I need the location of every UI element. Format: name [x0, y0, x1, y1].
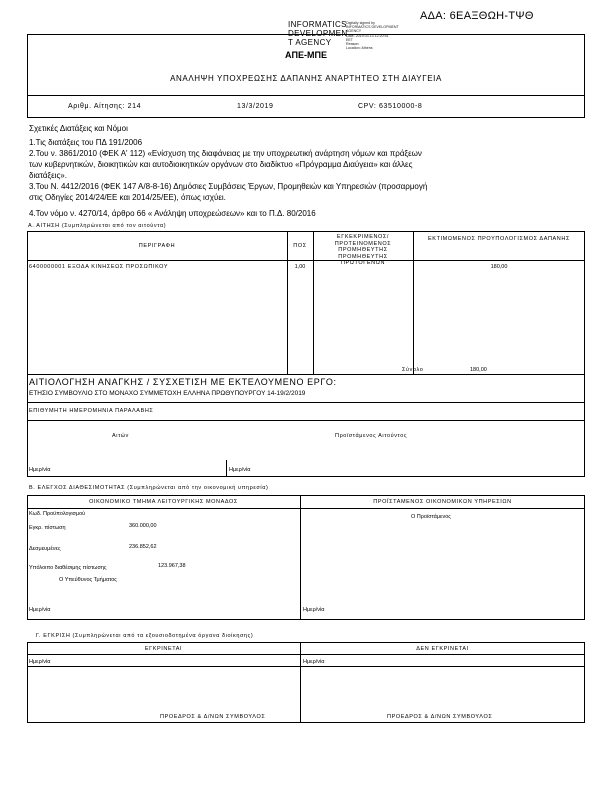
applicant-label: Αιτών: [112, 433, 130, 439]
logo-line: T AGENCY: [288, 38, 332, 47]
justification-text: ΕΤΗΣΙΟ ΣΥΜΒΟΥΛΙΟ ΣΤΟ ΜΟΝΑΧΟ ΣΥΜΜΕΤΟΧΗ ΕΛΛΗΝΑ ΠΡΩΘΥΠΟΥΡΓΟΥ 14-19/2/2019: [29, 390, 306, 397]
col-divider: [300, 495, 301, 620]
justification-title: ΑΙΤΙΟΛΟΓΗΣΗ ΑΝΑΓΚΗΣ / ΣΥΣΧΕΤΙΣΗ ΜΕ ΕΚΤΕΛΟΥΜΕΝΟ ΕΡΓΟ:: [29, 377, 337, 387]
finance-head-header: ΠΡΟΪΣΤΑΜΕΝΟΣ ΟΙΚΟΝΟΜΙΚΩΝ ΥΠΗΡΕΣΙΩΝ: [373, 499, 512, 505]
col-divider: [300, 642, 301, 723]
legal-item: στις Οδηγίες 2014/24/ΕΕ και 2014/25/ΕΕ), όπως ισχύει.: [29, 193, 226, 202]
item-description: 6400000001 ΕΞΟΔΑ ΚΙΝΗΣΕΩΣ ΠΡΟΣΩΠΙΚΟΥ: [29, 264, 169, 270]
finance-dept-header: ΟΙΚΟΝΟΜΙΚΟ ΤΜΗΜΑ ΛΕΙΤΟΥΡΓΙΚΗΣ ΜΟΝΑΔΟΣ: [89, 499, 238, 505]
approved-credit-label: Εγκρ. πίστωση: [29, 525, 66, 531]
legal-provisions: [29, 123, 427, 219]
approved-date: Ημερ/νία: [29, 659, 51, 665]
total-label: Σύνολο: [402, 367, 424, 373]
header-divider: [27, 95, 585, 96]
col-divider: [313, 231, 314, 374]
applicant-head-date: Ημερ/νία: [229, 467, 251, 473]
row-divider: [27, 402, 585, 403]
section-b-box: [27, 495, 585, 620]
col-header-quantity: ΠΟΣ: [293, 243, 307, 249]
cpv-code: CPV: 63510000-8: [358, 103, 423, 110]
request-number: Αριθμ. Αίτησης: 214: [68, 103, 142, 110]
head-right-label: Ο Προϊστάμενος: [411, 514, 451, 520]
head-of-dept-label: Ο Υπεύθυνος Τμήματος: [59, 577, 117, 583]
legal-heading: Σχετικές Διατάξεις και Νόμοι: [29, 124, 128, 133]
committed-label: Δεσμευμένες: [29, 546, 61, 552]
item-amount: 180,00: [490, 264, 508, 270]
justification-top: [27, 374, 585, 375]
available-value: 123.967,38: [158, 563, 186, 569]
desired-delivery-date: ΕΠΙΘΥΜΗΤΗ ΗΜΕΡΟΜΗΝΙΑ ΠΑΡΑΛΑΒΗΣ: [29, 408, 154, 414]
approved-header: ΕΓΚΡΙΝΕΤΑΙ: [144, 646, 183, 652]
legal-item: των κυβερνητικών, διοικητικών και αυτοδιοικητικών οργάνων στο διαδίκτυο «Πρόγραμμα Διαύγεια» και άλλες: [29, 160, 413, 169]
logo-line: INFORMATICS: [288, 20, 347, 29]
committed-value: 236.852,62: [129, 544, 157, 550]
section-b-title: Β. ΕΛΕΓΧΟΣ ΔΙΑΘΕΣΙΜΟΤΗΤΑΣ (Συμπληρώνεται από την οικονομική υπηρεσία): [29, 485, 269, 491]
applicant-head-label: Προϊστάμενος Αιτούντος: [335, 433, 408, 439]
finance-dept-date: Ημερ/νία: [29, 607, 51, 613]
legal-item: διατάξεις».: [29, 171, 67, 180]
approved-credit-value: 360.000,00: [129, 523, 157, 529]
legal-item: 4.Τον νόμο ν. 4270/14, άρθρο 66 « Ανάληψη υποχρεώσεων» και το Π.Δ. 80/2016: [29, 209, 316, 218]
col-divider: [413, 231, 414, 374]
legal-item: 3.Του Ν. 4412/2016 (ΦΕΚ 147 Α/8-8-16) Δημόσιες Συμβάσεις Έργων, Προμηθειών και Υπηρεσιών (προσαρμογή: [29, 182, 428, 191]
col-header-budget: ΕΚΤΙΜΩΜΕΝΟΣ ΠΡΟΥΠΟΛΟΓΙΣΜΟΣ ΔΑΠΑΝΗΣ: [428, 236, 570, 242]
row-divider: [27, 420, 585, 421]
row-divider: [27, 508, 585, 509]
available-label: Υπόλοιπο διαθέσιμης πίστωσης: [29, 565, 107, 571]
item-quantity: 1,00: [294, 264, 306, 270]
col-divider: [287, 231, 288, 374]
approved-signature: ΠΡΟΕΔΡΟΣ & Δ/ΝΩΝ ΣΥΜΒΟΥΛΟΣ: [160, 714, 266, 720]
digital-signature-stamp: Digitally signed by INFORMATICS DEVELOPMENT AGENCY Date: 2019.03.13 12:20:51 EET Reason: Location: Athens: [346, 21, 399, 51]
not-approved-header: ΔΕΝ ΕΓΚΡΙΝΕΤΑΙ: [416, 646, 469, 652]
legal-item: 2.Του ν. 3861/2010 (ΦΕΚ Α' 112) «Ενίσχυση της διαφάνειας με την υποχρεωτική ανάρτηση νόμων και πράξεων: [29, 149, 422, 158]
total-value: 180,00: [470, 367, 487, 373]
finance-head-date: Ημερ/νία: [303, 607, 325, 613]
col-header-description: ΠΕΡΙΓΡΑΦΗ: [138, 243, 176, 249]
logo-line: DEVELOPMEN: [288, 29, 348, 38]
row-divider: [27, 666, 585, 667]
not-approved-signature: ΠΡΟΕΔΡΟΣ & Δ/ΝΩΝ ΣΥΜΒΟΥΛΟΣ: [387, 714, 493, 720]
col-divider: [226, 460, 227, 477]
col-header-supplier: ΕΓΚΕΚΡΙΜΕΝΟΣ/ ΠΡΟΤΕΙΝΟΜΕΝΟΣ ΠΡΟΜΗΘΕΥΤΗΣ ΠΡΟΜΗΘΕΥΤΗΣ ΠΡΩΤΟΓΕΝΩΝ: [334, 234, 392, 266]
budget-code-label: Κωδ. Προϋπολογισμού: [29, 511, 86, 517]
table-header-bottom: [27, 260, 585, 261]
row-divider: [27, 654, 585, 655]
document-subject: ΑΝΑΛΗΨΗ ΥΠΟΧΡΕΩΣΗΣ ΔΑΠΑΝΗΣ ΑΝΑΡΤΗΤΕΟ ΣΤΗ ΔΙΑΥΓΕΙΑ: [170, 74, 442, 83]
ada-code: ΑΔΑ: 6ΕΑΞΘΩΗ-ΤΨΘ: [420, 10, 534, 22]
section-c-title: Γ. ΕΓΚΡΙΣΗ (Συμπληρώνεται από τα εξουσιοδοτημένα όργανα διοίκησης): [36, 633, 254, 639]
legal-item: 1.Τις διατάξεις του ΠΔ 191/2006: [29, 138, 143, 147]
request-date: 13/3/2019: [237, 103, 274, 110]
not-approved-date: Ημερ/νία: [303, 659, 325, 665]
applicant-date: Ημερ/νία: [29, 467, 51, 473]
section-a-title: Α. ΑΙΤΗΣΗ (Συμπληρώνεται από τον αιτούντα): [28, 223, 167, 229]
org-name: ΑΠΕ-ΜΠΕ: [285, 50, 327, 60]
